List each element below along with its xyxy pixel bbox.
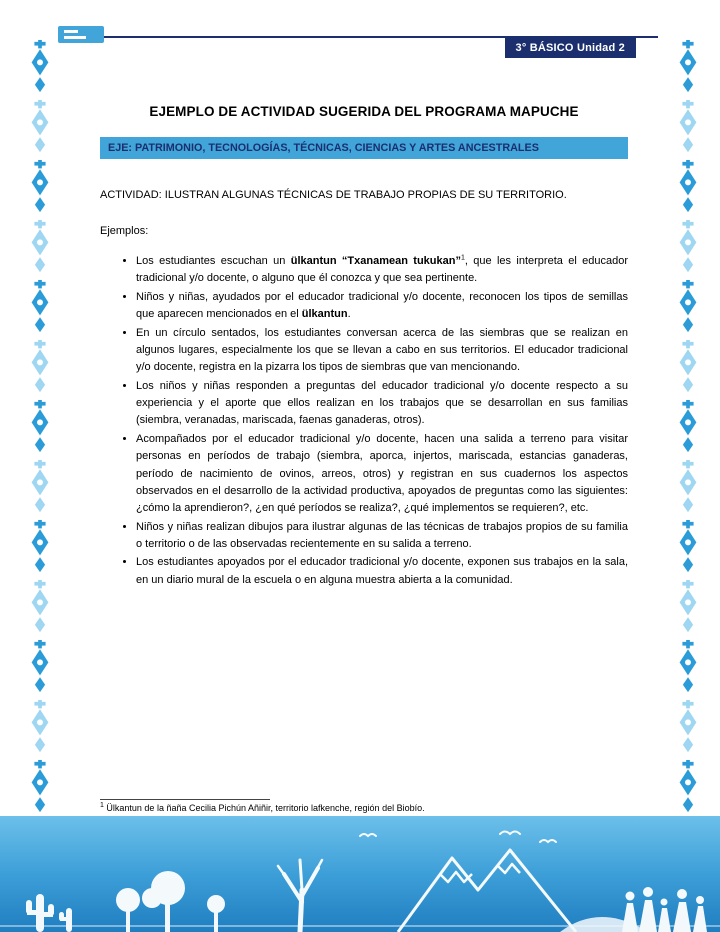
eje-banner: EJE: PATRIMONIO, TECNOLOGÍAS, TÉCNICAS, CIENCIAS Y ARTES ANCESTRALES [100, 137, 628, 159]
example-item: • Niños y niñas realizan dibujos para ilustrar algunas de las técnicas de trabajos propios de su familia o territorio o de las observadas recientemente en su salida a terreno. [136, 519, 628, 554]
mapuche-ornament-icon [675, 400, 701, 454]
mapuche-ornament-icon [675, 220, 701, 274]
example-item: • Acompañados por el educador tradicional y/o docente, hacen una salida a terreno para visitar personas en períodos de trabajo (siembra, aporca, injertos, mariscada, estancias ganaderas, período de nacimiento de ovinos, arreos, otros) y registran en sus cuadernos los aspectos observados en el desarrollo de la actividad productiva, apoyados de preguntas como las siguientes: ¿cómo la aprendieron?, ¿en qué períodos se realiza?, ¿qué implementos se requieren?, etc. [136, 431, 628, 518]
footnote-ref: 1 [100, 802, 104, 809]
mapuche-ornament-icon [675, 760, 701, 814]
footnote-text: Ülkantun de la ñaña Cecilia Pichún Añiñir, territorio lafkenche, región del Biobío. [103, 803, 425, 813]
example-item: • Niños y niñas, ayudados por el educador tradicional y/o docente, reconocen los tipos de semillas que aparecen mencionados en el ülkantun. [136, 289, 628, 324]
mapuche-ornament-icon [27, 160, 53, 214]
mapuche-ornament-icon [27, 760, 53, 814]
mapuche-ornament-icon [675, 520, 701, 574]
left-ornament-strip [26, 40, 54, 814]
mapuche-ornament-icon [27, 520, 53, 574]
sky-background [0, 816, 720, 932]
examples-list [100, 253, 628, 589]
mapuche-ornament-icon [675, 280, 701, 334]
header-logo [58, 26, 104, 43]
mapuche-ornament-icon [675, 340, 701, 394]
example-item: • Los estudiantes apoyados por el educador tradicional y/o docente, exponen sus trabajos en la sala, en un diario mural de la escuela o en alguna muestra abierta a la comunidad. [136, 554, 628, 589]
mapuche-ornament-icon [675, 460, 701, 514]
example-item: • En un círculo sentados, los estudiantes conversan acerca de las siembras que se realizan en algunos lugares, especialmente los que se llevan a cabo en sus territorios. El educador tradicional y/o docente, registra en la pizarra los tipos de siembras que van mencionando. [136, 325, 628, 377]
mapuche-ornament-icon [27, 580, 53, 634]
mapuche-ornament-icon [675, 640, 701, 694]
mapuche-ornament-icon [27, 700, 53, 754]
main-content [100, 104, 628, 590]
footnote-separator [100, 799, 270, 800]
mapuche-ornament-icon [675, 40, 701, 94]
mapuche-ornament-icon [27, 460, 53, 514]
right-ornament-strip [674, 40, 702, 814]
page-title: EJEMPLO DE ACTIVIDAD SUGERIDA DEL PROGRAMA MAPUCHE [149, 104, 579, 119]
footer-landscape-illustration [0, 816, 720, 932]
unit-badge: 3° BÁSICO Unidad 2 [505, 38, 636, 58]
mapuche-ornament-icon [27, 640, 53, 694]
mapuche-ornament-icon [675, 160, 701, 214]
mapuche-ornament-icon [27, 280, 53, 334]
mapuche-ornament-icon [27, 340, 53, 394]
ejemplos-label: Ejemplos: [100, 225, 149, 237]
footnote-area [100, 799, 628, 813]
example-item: • Los niños y niñas responden a preguntas del educador tradicional y/o docente respecto a su experiencia y el aporte que ellos realizan en los trabajos que se desarrollan en sus familias (siembra, veranadas, mariscada, faenas ganaderas, otros). [136, 378, 628, 430]
mapuche-ornament-icon [27, 100, 53, 154]
mapuche-ornament-icon [27, 400, 53, 454]
mapuche-ornament-icon [675, 580, 701, 634]
mapuche-ornament-icon [675, 700, 701, 754]
actividad-line: ACTIVIDAD: ILUSTRAN ALGUNAS TÉCNICAS DE TRABAJO PROPIAS DE SU TERRITORIO. [100, 189, 567, 201]
example-item: • Los estudiantes escuchan un ülkantun “Txanamean tukukan”$^1$, que les interpreta el educador tradicional y/o docente, o alguno que él conozca y que sea pertinente. [136, 253, 628, 288]
footnote [100, 803, 628, 813]
mapuche-ornament-icon [27, 220, 53, 274]
mapuche-ornament-icon [27, 40, 53, 94]
mapuche-ornament-icon [675, 100, 701, 154]
